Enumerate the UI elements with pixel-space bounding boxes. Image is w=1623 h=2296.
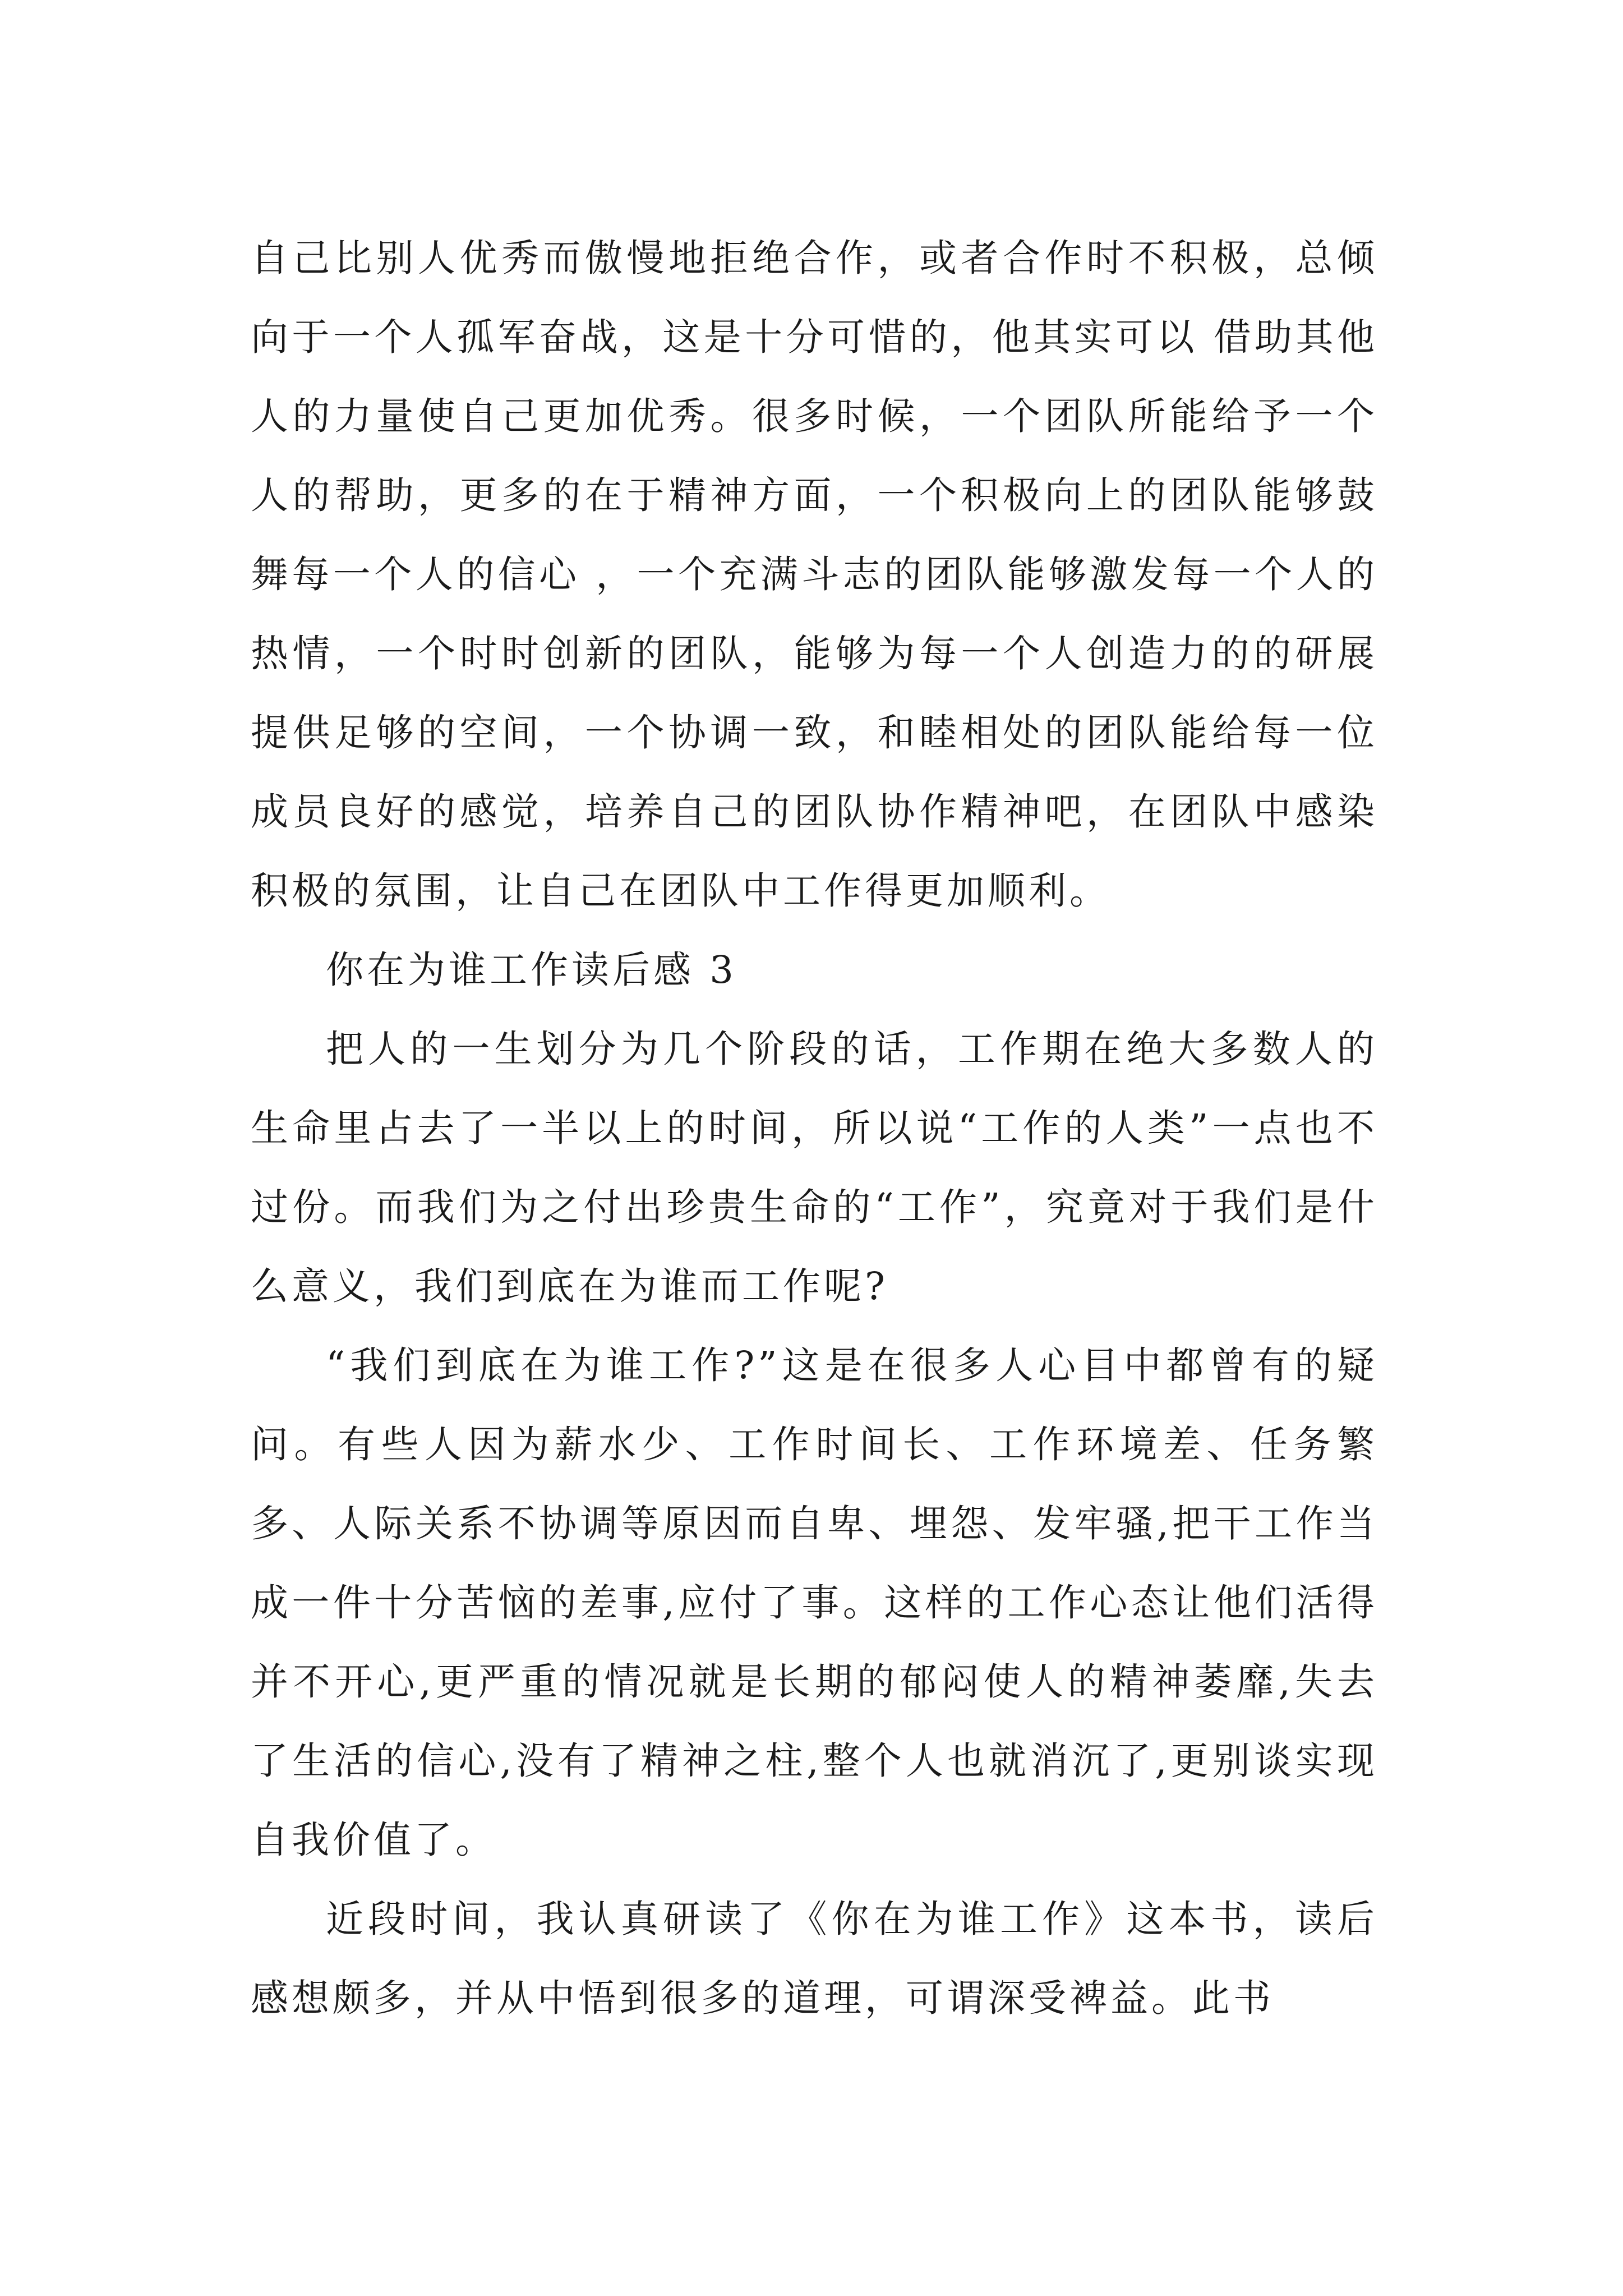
body-text [251,219,1378,2038]
section-heading: 你在为谁工作读后感 3 [326,948,737,992]
paragraph: 把人的一生划分为几个阶段的话，工作期在绝大多数人的生命里占去了一半以上的时间，所以说“工作的人类”一点也不过份。而我们为之付出珍贵生命的“工作”，究竟对于我们是什么意义，我们到底在为谁而工作呢? [251,1027,1378,1308]
paragraph-continuation: 自己比别人优秀而傲慢地拒绝合作，或者合作时不积极，总倾向于一个人孤军奋战，这是十分可惜的，他其实可以 借助其他人的力量使自己更加优秀。很多时候，一个团队所能给予一个人的帮助，更多的在于精神方面，一个积极向上的团队能够鼓舞每一个人的信心 ，一个充满斗志的团队能够激发每一个人的热情，一个时时创新的团队，能够为每一个人创造力的的研展提供足够的空间，一个协调一致，和睦相处的团队能给每一位成员良好的感觉，培养自己的团队协作精神吧，在团队中感染积极的氛围，让自己在团队中工作得更加顺利。 [251,236,1378,913]
paragraph: “我们到底在为谁工作?”这是在很多人心目中都曾有的疑问。有些人因为薪水少、工作时间长、工作环境差、任务繁多、人际关系不协调等原因而自卑、埋怨、发牢骚,把干工作当成一件十分苦恼的差事,应付了事。这样的工作心态让他们活得并不开心,更严重的情况就是长期的郁闷使人的精神萎靡,失去了生活的信心,没有了精神之柱,整个人也就消沉了,更别谈实现自我价值了。 [251,1343,1378,1862]
paragraph: 近段时间，我认真研读了《你在为谁工作》这本书，读后感想颇多，并从中悟到很多的道理，可谓深受裨益。此书 [251,1897,1378,2020]
